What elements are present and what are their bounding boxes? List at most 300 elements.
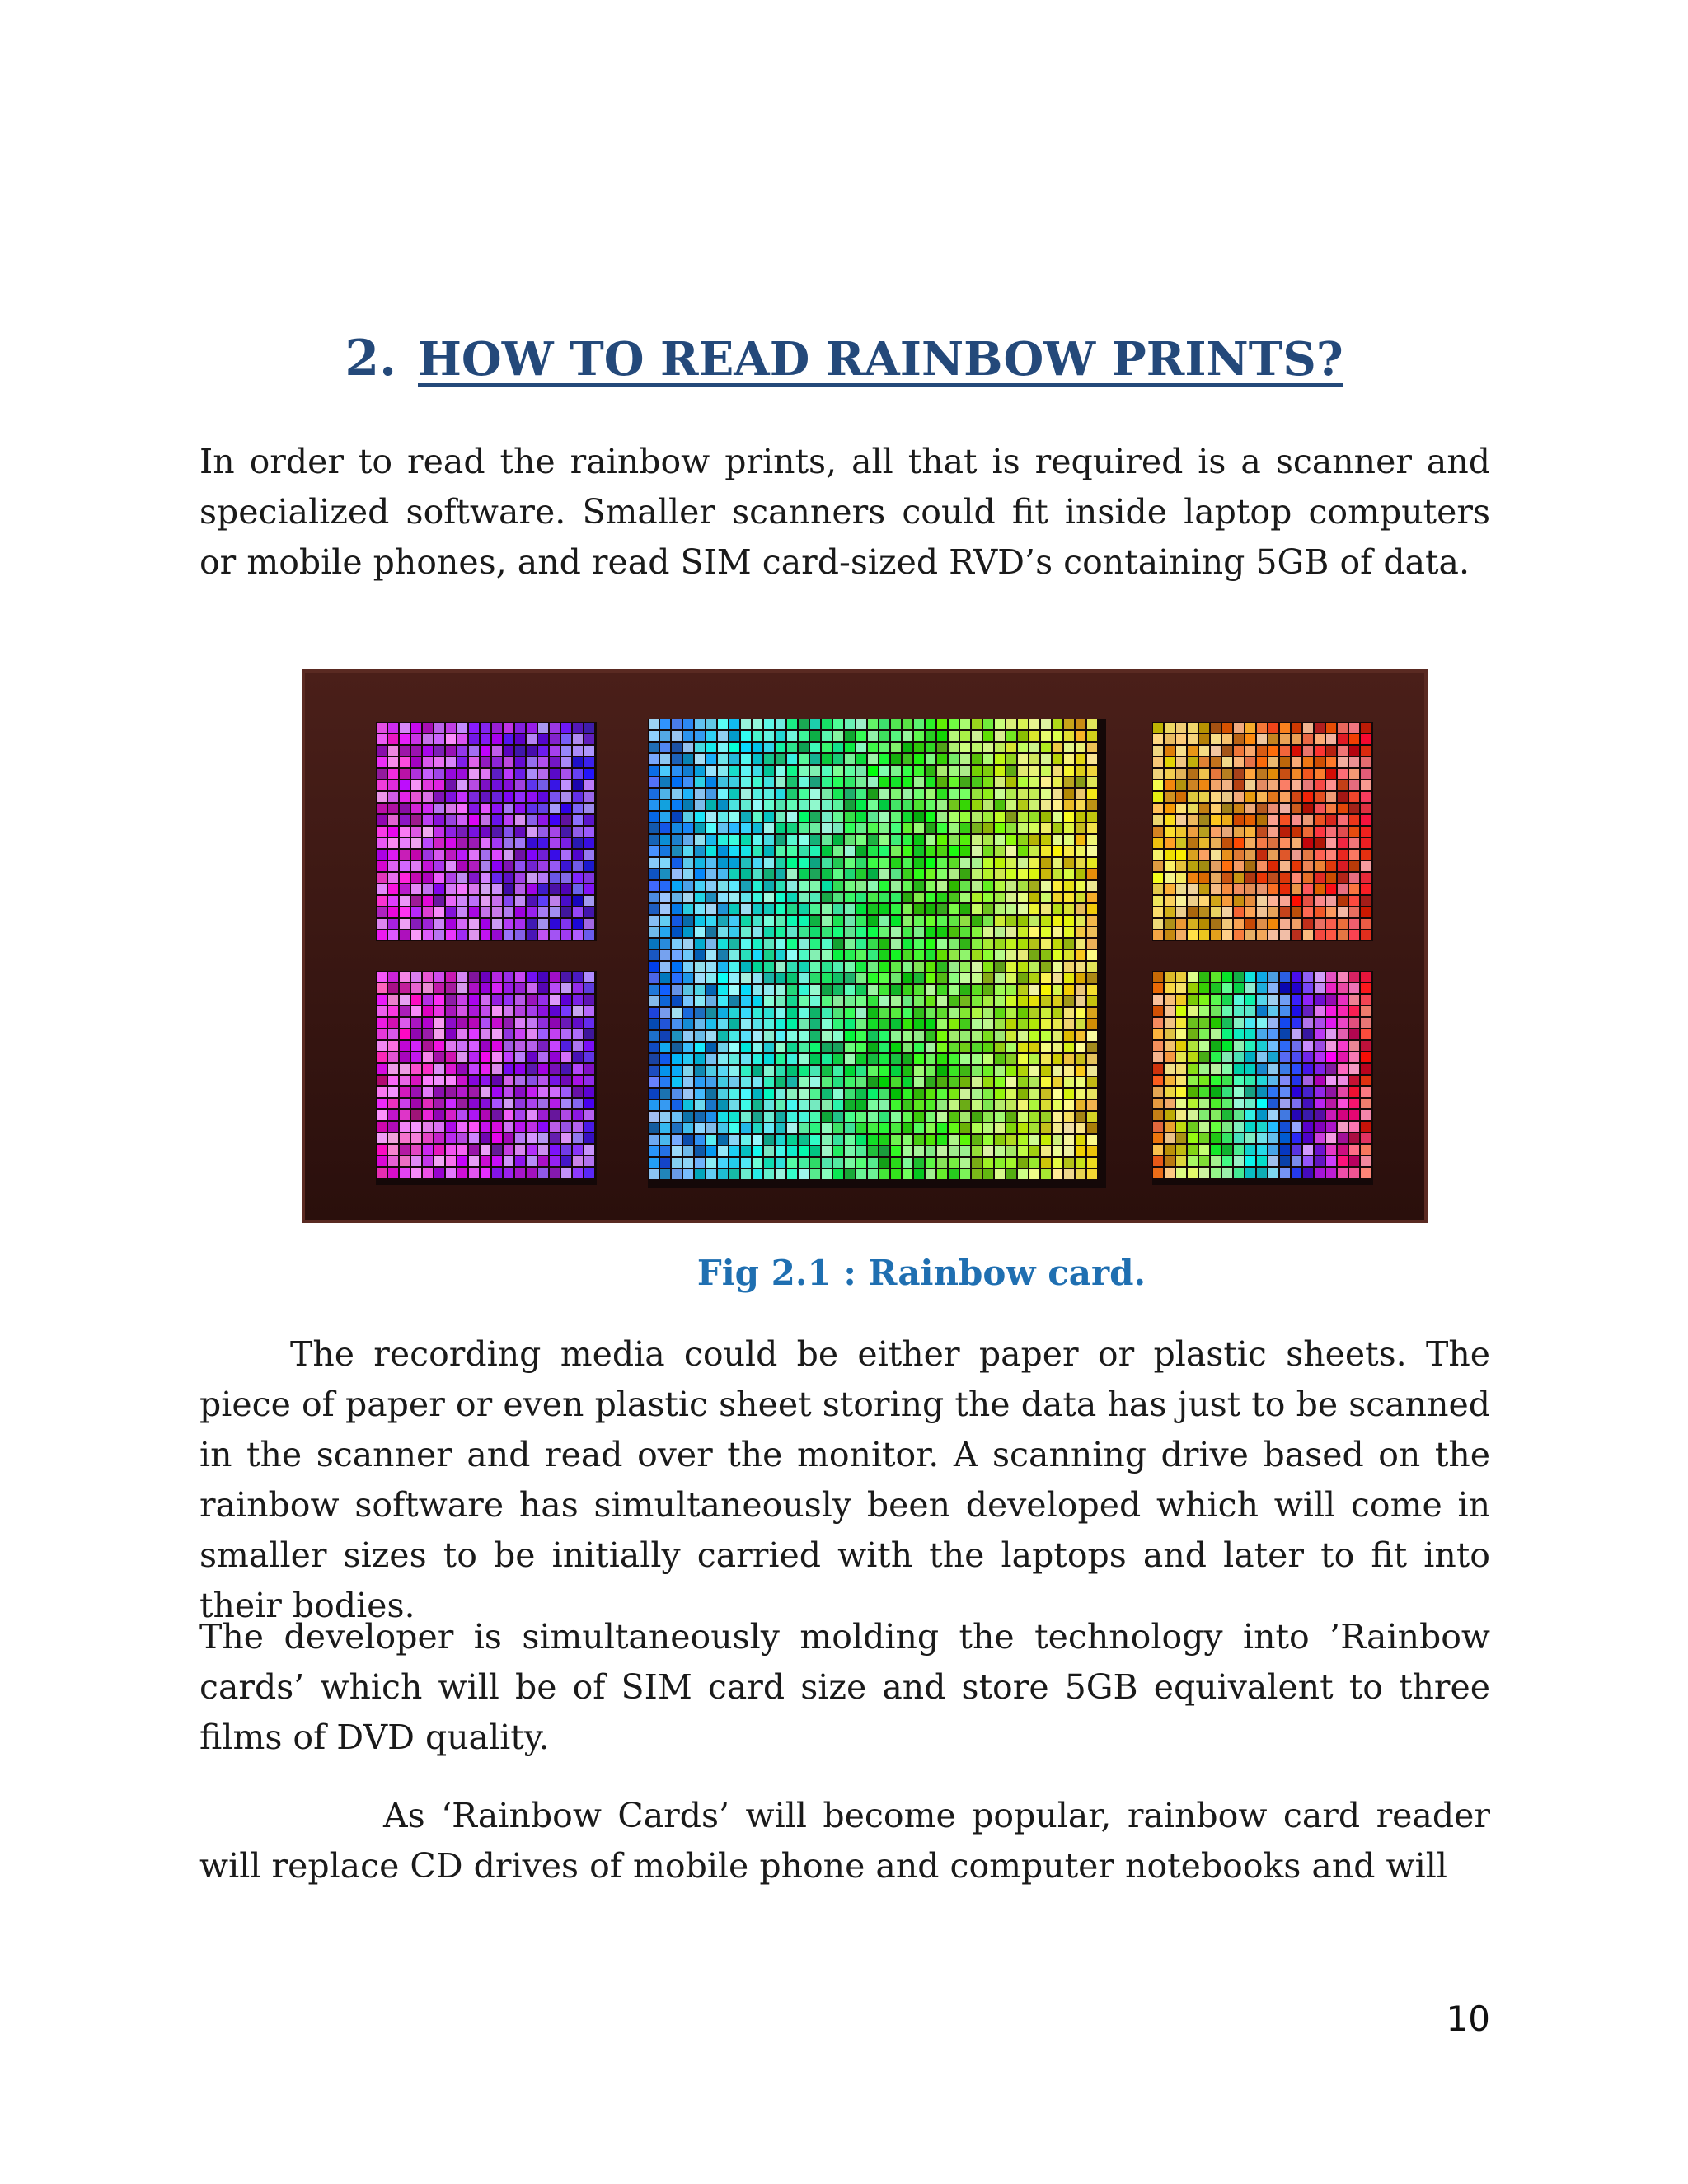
mosaic-tile — [377, 995, 387, 1005]
mosaic-tile — [1153, 1006, 1163, 1016]
mosaic-tile — [527, 907, 537, 917]
mosaic-tile — [799, 777, 809, 787]
mosaic-tile — [649, 858, 659, 868]
mosaic-tile — [1041, 1169, 1051, 1179]
mosaic-tile — [833, 1158, 843, 1168]
mosaic-tile — [1222, 1133, 1232, 1143]
mosaic-tile — [434, 1006, 444, 1016]
mosaic-tile — [718, 743, 728, 752]
mosaic-tile — [504, 1041, 513, 1051]
mosaic-tile — [388, 1029, 398, 1039]
mosaic-tile — [983, 766, 993, 776]
mosaic-tile — [1303, 1041, 1313, 1051]
mosaic-tile — [1006, 904, 1016, 914]
mosaic-tile — [1029, 1054, 1039, 1064]
mosaic-tile — [660, 1100, 670, 1110]
mosaic-tile — [937, 1019, 947, 1029]
mosaic-tile — [561, 873, 571, 883]
mosaic-tile — [584, 907, 594, 917]
mosaic-tile — [706, 950, 716, 960]
mosaic-tile — [1076, 835, 1085, 845]
mosaic-tile — [672, 719, 682, 729]
mosaic-tile — [891, 1158, 901, 1168]
mosaic-tile — [527, 1064, 537, 1074]
mosaic-tile — [1211, 1076, 1221, 1085]
mosaic-tile — [856, 777, 866, 787]
mosaic-tile — [799, 950, 809, 960]
mosaic-tile — [1087, 789, 1097, 799]
mosaic-tile — [926, 1066, 935, 1076]
mosaic-tile — [1292, 780, 1301, 790]
mosaic-tile — [1268, 1018, 1278, 1028]
mosaic-tile — [856, 1077, 866, 1087]
mosaic-tile — [469, 1133, 479, 1143]
mosaic-tile — [672, 1043, 682, 1052]
mosaic-tile — [377, 907, 387, 917]
mosaic-tile — [411, 1052, 421, 1062]
mosaic-tile — [423, 1076, 433, 1085]
mosaic-tile — [492, 850, 502, 860]
mosaic-tile — [753, 939, 762, 949]
mosaic-tile — [1153, 1018, 1163, 1028]
mosaic-tile — [879, 1031, 889, 1041]
mosaic-tile — [960, 893, 970, 902]
mosaic-tile — [1064, 1123, 1074, 1133]
mosaic-tile — [1018, 1077, 1028, 1087]
mosaic-tile — [1076, 1123, 1085, 1133]
mosaic-tile — [1315, 983, 1325, 993]
mosaic-tile — [949, 1043, 959, 1052]
mosaic-tile — [741, 777, 751, 787]
mosaic-tile — [729, 1008, 739, 1018]
mosaic-tile — [1361, 1099, 1371, 1108]
mosaic-tile — [1245, 919, 1255, 929]
mosaic-tile — [1199, 827, 1209, 837]
mosaic-tile — [868, 1123, 878, 1133]
mosaic-tile — [1006, 743, 1016, 752]
mosaic-tile — [561, 734, 571, 744]
mosaic-tile — [695, 1008, 705, 1018]
mosaic-tile — [481, 873, 490, 883]
mosaic-tile — [504, 861, 513, 871]
mosaic-tile — [1006, 973, 1016, 983]
mosaic-tile — [649, 823, 659, 833]
mosaic-tile — [741, 835, 751, 845]
mosaic-tile — [411, 746, 421, 756]
mosaic-tile — [903, 1054, 912, 1064]
mosaic-tile — [446, 1145, 456, 1155]
mosaic-tile — [845, 1077, 855, 1087]
mosaic-tile — [1315, 1145, 1325, 1155]
mosaic-tile — [584, 815, 594, 825]
mosaic-tile — [388, 769, 398, 779]
mosaic-tile — [550, 1156, 560, 1166]
mosaic-tile — [776, 1100, 785, 1110]
mosaic-tile — [672, 1054, 682, 1064]
mosaic-tile — [1165, 827, 1175, 837]
mosaic-tile — [1211, 1006, 1221, 1016]
mosaic-tile — [423, 1145, 433, 1155]
mosaic-tile — [833, 823, 843, 833]
mosaic-tile — [695, 869, 705, 879]
mosaic-tile — [810, 985, 820, 995]
mosaic-tile — [1199, 919, 1209, 929]
mosaic-tile — [1006, 766, 1016, 776]
mosaic-tile — [573, 907, 583, 917]
mosaic-tile — [822, 1066, 832, 1076]
mosaic-tile — [787, 893, 797, 902]
mosaic-tile — [481, 792, 490, 802]
mosaic-tile — [527, 850, 537, 860]
mosaic-tile — [972, 1054, 982, 1064]
mosaic-tile — [400, 907, 410, 917]
mosaic-tile — [972, 1077, 982, 1087]
mosaic-tile — [649, 743, 659, 752]
mosaic-tile — [879, 1123, 889, 1133]
mosaic-tile — [504, 1110, 513, 1120]
mosaic-tile — [949, 939, 959, 949]
mosaic-tile — [764, 1054, 774, 1064]
mosaic-tile — [672, 985, 682, 995]
mosaic-tile — [504, 1006, 513, 1016]
mosaic-tile — [388, 1087, 398, 1097]
mosaic-tile — [1292, 972, 1301, 982]
mosaic-tile — [388, 780, 398, 790]
mosaic-tile — [469, 873, 479, 883]
mosaic-tile — [1029, 869, 1039, 879]
mosaic-tile — [1268, 850, 1278, 860]
mosaic-tile — [891, 1169, 901, 1179]
mosaic-tile — [729, 1054, 739, 1064]
mosaic-tile — [446, 1006, 456, 1016]
mosaic-tile — [706, 1031, 716, 1041]
mosaic-tile — [377, 792, 387, 802]
mosaic-tile — [1361, 896, 1371, 906]
mosaic-tile — [1029, 858, 1039, 868]
mosaic-tile — [504, 1156, 513, 1166]
mosaic-tile — [515, 734, 525, 744]
mosaic-tile — [1361, 907, 1371, 917]
mosaic-tile — [388, 919, 398, 929]
mosaic-tile — [891, 927, 901, 937]
mosaic-tile — [423, 838, 433, 848]
mosaic-tile — [1280, 1145, 1290, 1155]
mosaic-tile — [879, 1100, 889, 1110]
mosaic-tile — [949, 789, 959, 799]
mosaic-tile — [538, 1168, 548, 1178]
mosaic-tile — [1303, 780, 1313, 790]
mosaic-tile — [1076, 893, 1085, 902]
mosaic-tile — [492, 1133, 502, 1143]
mosaic-tile — [573, 1006, 583, 1016]
mosaic-tile — [446, 780, 456, 790]
mosaic-tile — [1087, 1112, 1097, 1122]
mosaic-tile — [1257, 850, 1267, 860]
mosaic-tile — [1303, 804, 1313, 813]
mosaic-tile — [660, 835, 670, 845]
mosaic-tile — [1006, 939, 1016, 949]
mosaic-tile — [446, 995, 456, 1005]
mosaic-tile — [1338, 757, 1348, 767]
mosaic-tile — [903, 754, 912, 764]
mosaic-tile — [764, 835, 774, 845]
mosaic-tile — [660, 1031, 670, 1041]
mosaic-tile — [960, 743, 970, 752]
mosaic-tile — [903, 719, 912, 729]
mosaic-tile — [695, 1019, 705, 1029]
mosaic-tile — [949, 812, 959, 822]
mosaic-tile — [538, 827, 548, 837]
mosaic-tile — [776, 904, 785, 914]
mosaic-tile — [903, 1112, 912, 1122]
mosaic-tile — [741, 869, 751, 879]
mosaic-tile — [446, 983, 456, 993]
mosaic-tile — [660, 939, 670, 949]
mosaic-tile — [1006, 950, 1016, 960]
mosaic-tile — [1165, 804, 1175, 813]
mosaic-tile — [1349, 884, 1359, 894]
mosaic-tile — [1315, 827, 1325, 837]
mosaic-tile — [1176, 884, 1186, 894]
mosaic-tile — [868, 1146, 878, 1156]
mosaic-tile — [1338, 873, 1348, 883]
mosaic-tile — [914, 846, 924, 856]
mosaic-tile — [550, 1029, 560, 1039]
mosaic-tile — [1338, 1110, 1348, 1120]
mosaic-tile — [1349, 983, 1359, 993]
mosaic-tile — [1315, 1029, 1325, 1039]
mosaic-tile — [753, 1146, 762, 1156]
mosaic-tile — [753, 1008, 762, 1018]
mosaic-tile — [1165, 1029, 1175, 1039]
mosaic-tile — [1053, 1019, 1062, 1029]
mosaic-tile — [1064, 1043, 1074, 1052]
mosaic-tile — [1257, 804, 1267, 813]
mosaic-tile — [845, 1043, 855, 1052]
mosaic-tile — [469, 769, 479, 779]
mosaic-tile — [753, 1100, 762, 1110]
mosaic-tile — [1245, 1168, 1255, 1178]
mosaic-tile — [1199, 1041, 1209, 1051]
mosaic-tile — [903, 789, 912, 799]
mosaic-tile — [515, 1133, 525, 1143]
mosaic-tile — [776, 1112, 785, 1122]
mosaic-tile — [504, 757, 513, 767]
mosaic-tile — [457, 861, 467, 871]
mosaic-tile — [1326, 1110, 1336, 1120]
mosaic-tile — [1361, 1133, 1371, 1143]
mosaic-tile — [776, 823, 785, 833]
mosaic-tile — [434, 972, 444, 982]
mosaic-tile — [764, 1019, 774, 1029]
mosaic-tile — [538, 1029, 548, 1039]
mosaic-tile — [1041, 916, 1051, 926]
mosaic-tile — [741, 881, 751, 891]
mosaic-tile — [1326, 1133, 1336, 1143]
mosaic-tile — [683, 858, 693, 868]
mosaic-tile — [411, 873, 421, 883]
mosaic-tile — [995, 823, 1005, 833]
mosaic-tile — [856, 1158, 866, 1168]
mosaic-tile — [504, 930, 513, 940]
mosaic-tile — [1018, 950, 1028, 960]
mosaic-tile — [1076, 1169, 1085, 1179]
mosaic-tile — [799, 1066, 809, 1076]
mosaic-tile — [1315, 1076, 1325, 1085]
mosaic-tile — [573, 861, 583, 871]
mosaic-tile — [776, 789, 785, 799]
mosaic-tile — [561, 780, 571, 790]
mosaic-tile — [764, 881, 774, 891]
mosaic-tile — [550, 746, 560, 756]
mosaic-tile — [1041, 927, 1051, 937]
mosaic-tile — [868, 985, 878, 995]
mosaic-tile — [504, 804, 513, 813]
mosaic-tile — [995, 881, 1005, 891]
mosaic-tile — [683, 1169, 693, 1179]
mosaic-tile — [649, 927, 659, 937]
mosaic-tile — [649, 1100, 659, 1110]
mosaic-tile — [960, 962, 970, 972]
mosaic-tile — [706, 869, 716, 879]
mosaic-tile — [949, 1031, 959, 1041]
mosaic-tile — [672, 962, 682, 972]
mosaic-tile — [672, 1158, 682, 1168]
mosaic-tile — [799, 1100, 809, 1110]
mosaic-tile — [1076, 916, 1085, 926]
mosaic-tile — [822, 996, 832, 1006]
mosaic-tile — [1303, 746, 1313, 756]
mosaic-tile — [891, 835, 901, 845]
mosaic-tile — [741, 950, 751, 960]
mosaic-tile — [660, 1043, 670, 1052]
mosaic-tile — [972, 927, 982, 937]
mosaic-tile — [891, 823, 901, 833]
mosaic-tile — [972, 962, 982, 972]
mosaic-tile — [787, 939, 797, 949]
mosaic-tile — [1303, 827, 1313, 837]
mosaic-tile — [1199, 1145, 1209, 1155]
mosaic-tile — [903, 1158, 912, 1168]
mosaic-tile — [833, 858, 843, 868]
mosaic-tile — [695, 858, 705, 868]
mosaic-tile — [787, 1089, 797, 1099]
mosaic-tile — [1280, 804, 1290, 813]
mosaic-tile — [423, 983, 433, 993]
mosaic-tile — [1176, 757, 1186, 767]
mosaic-tile — [1165, 769, 1175, 779]
mosaic-tile — [983, 777, 993, 787]
mosaic-tile — [1268, 734, 1278, 744]
mosaic-tile — [1087, 927, 1097, 937]
mosaic-tile — [741, 1054, 751, 1064]
mosaic-tile — [833, 950, 843, 960]
mosaic-tile — [469, 1064, 479, 1074]
mosaic-tile — [810, 1112, 820, 1122]
mosaic-tile — [1188, 1156, 1198, 1166]
mosaic-tile — [1338, 1029, 1348, 1039]
mosaic-tile — [903, 1123, 912, 1133]
mosaic-tile — [538, 861, 548, 871]
mosaic-tile — [377, 734, 387, 744]
mosaic-tile — [573, 827, 583, 837]
mosaic-tile — [423, 1052, 433, 1062]
mosaic-tile — [776, 1043, 785, 1052]
mosaic-tile — [787, 1135, 797, 1145]
mosaic-tile — [983, 858, 993, 868]
mosaic-tile — [926, 812, 935, 822]
mosaic-tile — [845, 731, 855, 741]
mosaic-tile — [856, 743, 866, 752]
mosaic-tile — [1199, 780, 1209, 790]
mosaic-tile — [492, 838, 502, 848]
mosaic-tile — [937, 789, 947, 799]
mosaic-tile — [718, 1158, 728, 1168]
mosaic-tile — [1338, 838, 1348, 848]
mosaic-tile — [504, 815, 513, 825]
mosaic-tile — [1176, 1133, 1186, 1143]
mosaic-tile — [1053, 1135, 1062, 1145]
mosaic-tile — [833, 731, 843, 741]
mosaic-tile — [1349, 1006, 1359, 1016]
mosaic-tile — [856, 927, 866, 937]
mosaic-tile — [1292, 1133, 1301, 1143]
mosaic-tile — [423, 1041, 433, 1051]
mosaic-tile — [504, 1076, 513, 1085]
mosaic-tile — [718, 927, 728, 937]
mosaic-tile — [695, 1146, 705, 1156]
mosaic-tile — [799, 754, 809, 764]
mosaic-tile — [1268, 780, 1278, 790]
mosaic-tile — [695, 904, 705, 914]
mosaic-tile — [1222, 838, 1232, 848]
mosaic-tile — [1053, 719, 1062, 729]
mosaic-tile — [1292, 1087, 1301, 1097]
mosaic-tile — [695, 927, 705, 937]
mosaic-tile — [527, 1018, 537, 1028]
figure-caption: Fig 2.1 : Rainbow card. — [696, 1253, 1146, 1293]
mosaic-tile — [1245, 1110, 1255, 1120]
mosaic-tile — [718, 1019, 728, 1029]
mosaic-tile — [504, 907, 513, 917]
mosaic-tile — [949, 1158, 959, 1168]
mosaic-tile — [1338, 1133, 1348, 1143]
mosaic-tile — [799, 962, 809, 972]
mosaic-tile — [400, 861, 410, 871]
mosaic-tile — [1326, 861, 1336, 871]
mosaic-tile — [1315, 896, 1325, 906]
mosaic-tile — [1153, 1029, 1163, 1039]
mosaic-tile — [1338, 1018, 1348, 1028]
mosaic-tile — [1029, 1031, 1039, 1041]
mosaic-tile — [1257, 1076, 1267, 1085]
mosaic-tile — [949, 1135, 959, 1145]
mosaic-tile — [753, 916, 762, 926]
mosaic-tile — [1315, 1110, 1325, 1120]
mosaic-tile — [868, 719, 878, 729]
mosaic-tile — [1280, 1052, 1290, 1062]
mosaic-tile — [960, 1135, 970, 1145]
mosaic-tile — [949, 846, 959, 856]
mosaic-tile — [914, 893, 924, 902]
mosaic-tile — [787, 1008, 797, 1018]
mosaic-tile — [776, 1135, 785, 1145]
mosaic-tile — [1349, 815, 1359, 825]
mosaic-tile — [492, 1087, 502, 1097]
mosaic-tile — [903, 996, 912, 1006]
mosaic-tile — [1257, 827, 1267, 837]
mosaic-tile — [672, 904, 682, 914]
